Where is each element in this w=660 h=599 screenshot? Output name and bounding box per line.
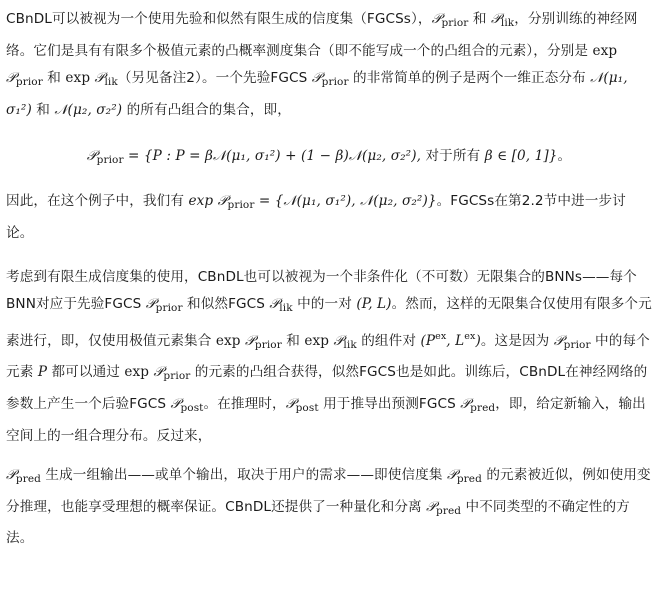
paragraph-4: 𝒫$_{pred}$ 生成一组输出——或单个输出，取决于用户的需求——即使信度集 𝒫$_{pred}$ 的元素被近似，例如使用变分推理，也能享受理想的概率保证。CBnDL还提供了一种量化和分离 𝒫$_{pred}$ 中不同类型的不确定性的方法。 [6,467,651,547]
display-equation: 𝒫$_{prior}$ = {P : P = β𝒩(μ₁, σ₁²) + (1 − β)𝒩(μ₂, σ₂²), 对于所有 β ∈ [0, 1]}。 [86,148,572,167]
paragraph-2: 因此，在这个例子中，我们有 exp 𝒫$_{prior}$ = {𝒩(μ₁, σ₁²), 𝒩(μ₂, σ₂²)}。FGCSs在第2.2节中进一步讨论。 [6,193,626,241]
paragraph-3: 考虑到有限生成信度集的使用，CBnDL也可以被视为一个非条件化（不可数）无限集合的BNNs——每个BNN对应于先验FGCS 𝒫$_{prior}$ 和似然FGCS 𝒫$_{lik}$ 中的一对 (P, L)。然而，这样的无限集合仅使用有限多个元素进行，即，仅使用极值元素集合 exp 𝒫$_{prior}$ 和 exp 𝒫$_{lik}$ 的组件对 ($P^{ex}$, $L^{ex}$)。这是因为 𝒫$_{prior}$ 中的每个元素 P 都可以通过 exp 𝒫$_{prior}$ 的元素的凸组合获得，似然FGCS也是如此。训练后，CBnDL在神经网络的参数上产生一个后验FGCS 𝒫$_{post}$。在推理时，𝒫$_{post}$ 用于推导出预测FGCS 𝒫$_{pred}$，即，给定新输入，输出空间上的一组合理分布。反过来， [6,268,652,444]
paragraph-1: CBnDL可以被视为一个使用先验和似然有限生成的信度集（FGCSs），𝒫$_{prior}$ 和 𝒫$_{lik}$，分别训练的神经网络。它们是具有有限多个极值元素的凸概率测度集合（即不能写成一个的凸组合的元素），分别是 exp 𝒫$_{prior}$ 和 exp 𝒫$_{lik}$（另见备注2）。一个先验FGCS 𝒫$_{prior}$ 的非常简单的例子是两个一维正态分布 𝒩(μ₁, σ₁²) 和 𝒩(μ₂, σ₂²) 的所有凸组合的集合，即， [6,11,638,118]
